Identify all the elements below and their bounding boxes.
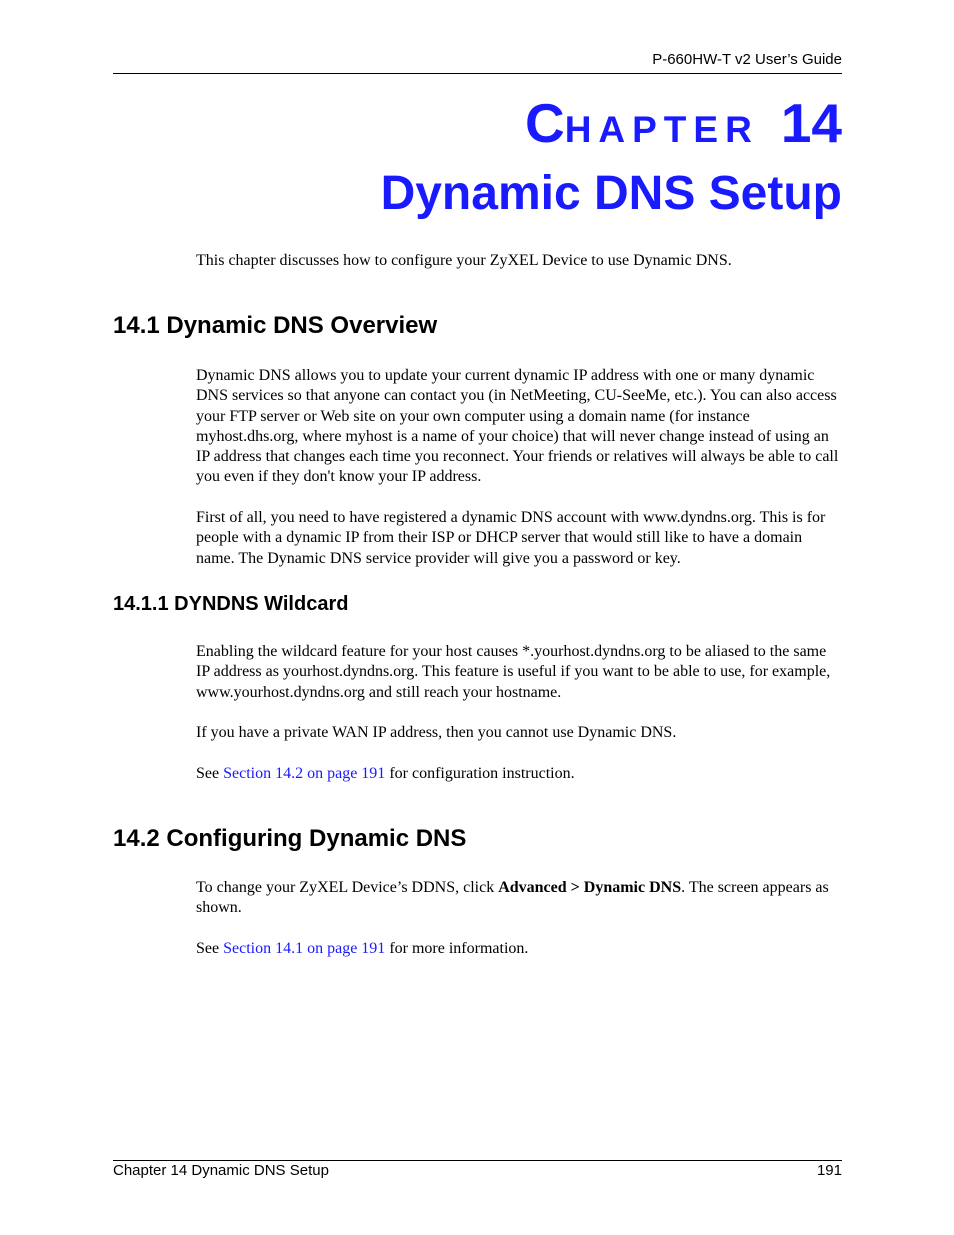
chapter-label [524,92,842,154]
wildcard-see-text: See [196,765,224,782]
configuring-paragraph-2 [196,939,842,959]
section-heading-14-1-1: 14.1.1 DYNDNS Wildcard [113,593,349,615]
section-heading-14-2: 14.2 Configuring Dynamic DNS [113,825,467,852]
intro-paragraph: This chapter discusses how to configure your ZyXEL Device to use Dynamic DNS. [196,252,732,269]
chapter-title: Dynamic DNS Setup [380,167,842,220]
configuring-paragraph-1 [196,878,842,919]
running-header: P-660HW-T v2 User’s Guide [652,51,842,68]
wildcard-paragraph-1: Enabling the wildcard feature for your host causes *.yourhost.dyndns.org to be aliased to the same IP address as yourhost.dyndns.org. This feature is useful if you want to be able to use, for example, www.yourhost.dyndns.org and still reach your hostname. [196,643,831,701]
configuring-see-text: See [196,940,224,957]
chapter-label-initial: C [524,92,565,154]
section-14-1-link[interactable]: Section 14.1 on page 191 [223,940,386,957]
wildcard-paragraph-3 [196,764,842,784]
wildcard-paragraph-2: If you have a private WAN IP address, then you cannot use Dynamic DNS. [196,724,677,741]
header-rule [113,73,842,74]
menu-path: Advanced > Dynamic DNS [498,879,682,896]
configuring-text-after: . The screen appears as shown. [196,879,829,917]
configuring-see-after-text: for more information. [385,940,529,957]
footer-chapter-title: Chapter 14 Dynamic DNS Setup [113,1162,329,1179]
overview-paragraph-1: Dynamic DNS allows you to update your current dynamic IP address with one or many dynamic DNS services so that anyone can contact you (in NetMeeting, CU-SeeMe, etc.). You can also access your FTP server or Web site on your own computer using a domain name (for instance myhost.dhs.org, where myhost is a name of your choice) that will never change instead of using an IP address that changes each time you reconnect. Your friends or relatives will always be able to call you even if they don't know your IP address. [196,367,839,486]
section-14-2-link[interactable]: Section 14.2 on page 191 [223,765,386,782]
chapter-label-rest: HAPTER [564,109,759,150]
overview-paragraph-2: First of all, you need to have registered a dynamic DNS account with www.dyndns.org. This is for people with a dynamic IP from their ISP or DHCP server that would still like to have a domain name. The Dynamic DNS service provider will give you a password or key. [196,509,826,567]
chapter-number: 14 [780,92,842,154]
section-heading-14-1: 14.1 Dynamic DNS Overview [113,312,438,339]
wildcard-see-after-text: for configuration instruction. [385,765,575,782]
page-number: 191 [816,1162,842,1179]
footer-rule [113,1160,842,1161]
configuring-text-before: To change your ZyXEL Device’s DDNS, click [196,879,499,896]
